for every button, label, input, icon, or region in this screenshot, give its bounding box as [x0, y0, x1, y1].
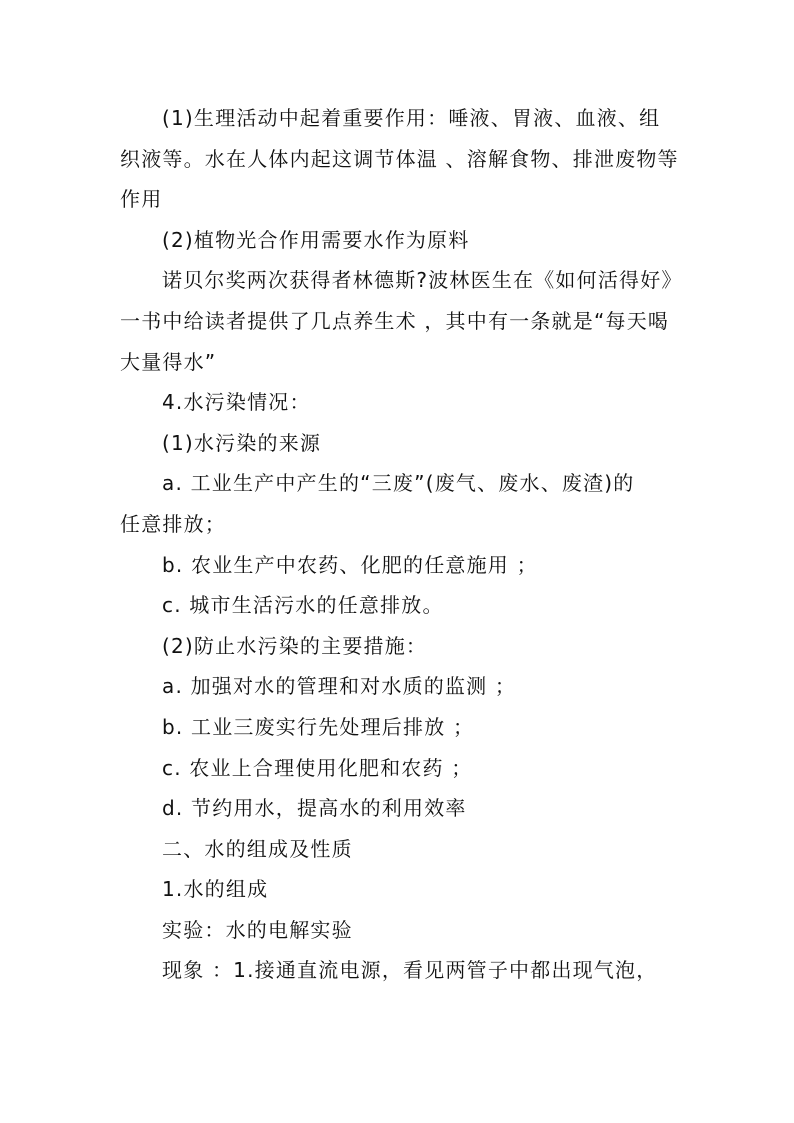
list-item: b. 工业三废实行先处理后排放 ； — [162, 714, 475, 739]
text-line: 织液等。水在人体内起这调节体温 、溶解食物、排泄废物等 — [120, 146, 679, 171]
document-body — [120, 98, 683, 991]
list-item: a. 加强对水的管理和对水质的监测 ； — [162, 674, 517, 699]
text-line: 任意排放； — [120, 511, 226, 536]
list-item: c. 农业上合理使用化肥和农药 ； — [162, 755, 473, 780]
text-line: 一书中给读者提供了几点养生术 ，其中有一条就是“每天喝 — [120, 308, 670, 333]
section-heading: 二、水的组成及性质 — [162, 836, 353, 861]
text-line: 作用 — [120, 187, 163, 212]
list-item: b. 农业生产中农药、化肥的任意施用 ； — [162, 552, 538, 577]
subsection-heading: (1)水污染的来源 — [162, 430, 322, 455]
section-heading: 4.水污染情况： — [162, 390, 311, 415]
text-line: 诺贝尔奖两次获得者林德斯?波林医生在《如何活得好》 — [162, 268, 683, 293]
list-item: c. 城市生活污水的任意排放。 — [162, 593, 444, 618]
list-item: d. 节约用水，提高水的利用效率 — [162, 796, 467, 821]
text-line: 现象 ：1.接通直流电源，看见两管子中都出现气泡， — [162, 958, 658, 983]
text-line: (1)生理活动中起着重要作用：唾液、胃液、血液、组 — [162, 106, 661, 130]
subsection-heading: (2)防止水污染的主要措施： — [162, 633, 428, 658]
list-item: a. 工业生产中产生的“三废”(废气、废水、废渣)的 — [162, 471, 635, 496]
subsection-heading: 1.水的组成 — [162, 877, 269, 902]
text-line: 实验：水的电解实验 — [162, 917, 353, 942]
text-line: 大量得水” — [120, 349, 217, 374]
text-line: (2)植物光合作用需要水作为原料 — [162, 227, 470, 252]
